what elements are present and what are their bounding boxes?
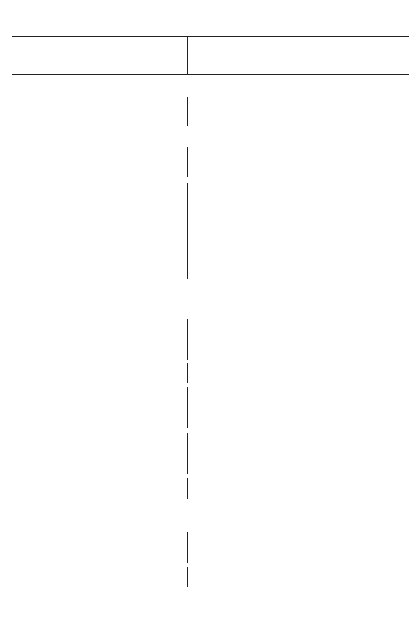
definition-bracket-10 xyxy=(187,433,188,474)
definition-bracket-11 xyxy=(187,478,188,499)
header-column-divider xyxy=(187,36,188,74)
definition-bracket-7 xyxy=(187,319,188,360)
definition-bracket-8 xyxy=(187,363,188,383)
definition-bracket-9 xyxy=(187,387,188,428)
table-top-rule xyxy=(12,36,409,37)
table-header-rule xyxy=(12,74,409,75)
definition-bracket-4 xyxy=(187,209,188,239)
definition-bracket-13 xyxy=(187,567,188,587)
definition-bracket-5 xyxy=(187,238,188,279)
definition-bracket-2 xyxy=(187,147,188,177)
definition-bracket-12 xyxy=(187,532,188,563)
definition-bracket-1 xyxy=(187,97,188,126)
